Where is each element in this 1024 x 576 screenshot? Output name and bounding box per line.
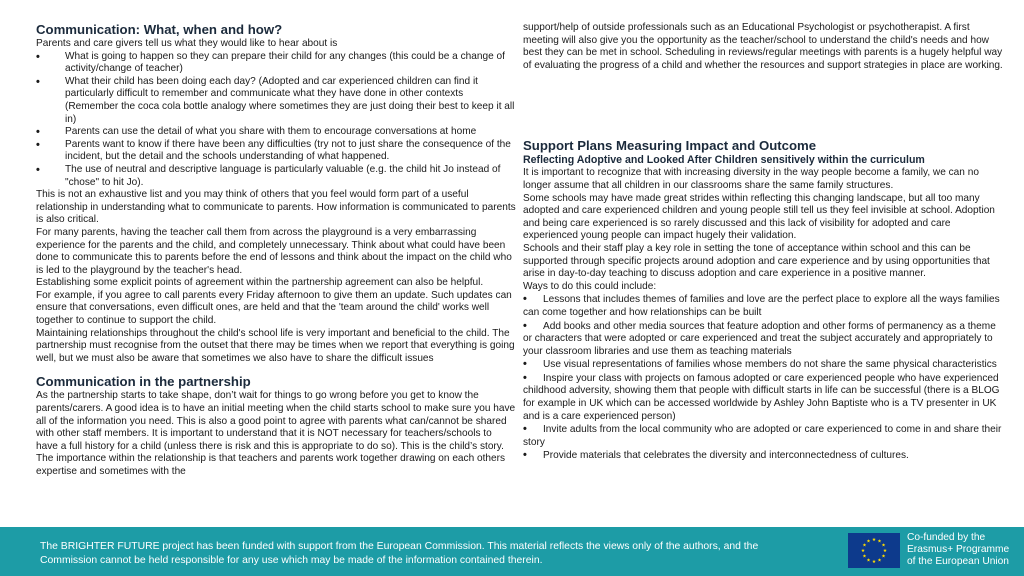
heading-communication-in-partnership: Communication in the partnership [36,374,251,390]
eu-line-1: Co-funded by the [907,532,986,543]
eu-star [882,543,886,546]
eu-star [872,538,876,541]
curriculum-ideas-list [523,293,1005,463]
paragraph: Ways to do this could include: [523,280,657,292]
list-item-text: Use visual representations of families whose members do not share the same physical characteristics [543,359,997,371]
heading-support-plans: Support Plans Measuring Impact and Outcome [523,138,817,154]
list-item-text: Invite adults from the local community who are adopted or care experienced to come in and share their story [523,424,1002,448]
list-item: • What their child has been doing each day? (Adopted and car experienced children can find it particularly difficult to remember and communicate what they have done in other contexts (Remember the coca cola bottle analogy where sometimes they are just doing their best to keep it all in) [36,76,516,126]
list-item: • The use of neutral and descriptive language is particularly valuable (e.g. the child hit Jo instead of "chose" to hit Jo). [36,164,516,189]
eu-star [882,554,886,557]
list-item: • Invite adults from the local community who are adopted or care experienced to come in and share their story [523,423,1002,448]
list-item: • Add books and other media sources that feature adoption and other forms of permanency as a theme or characters that were adopted or care experienced and treat the subject accurately and appropriately to your classroom libraries and use them as teaching materials [523,319,996,357]
paragraph: It is important to recognize that with increasing diversity in the way people become a family, we can no longer assume that all children in our classrooms share the same family structures. [523,167,979,191]
continuation-paragraph: support/help of outside professionals such as an Educational Psychologist or psychotherapist. A first meeting will also give you the opportunity as the teacher/school to understand the child's needs and how best they can be met in school. Scheduling in reviews/regular meetings with parents is a hugely helpful way of evaluating the progress of a child and whether the resources and support strategies in place are working. [523,22,1003,71]
paragraph: Some schools may have made great strides within reflecting this changing landscape, but all too many adopted and care experienced children and young people still tell us they feel invisible at school. Adoption and being care experienced is so rarely discussed and this lack of visibility for adopted and care experienced young people can impact hugely their validation. [523,192,995,242]
paragraph: Establishing some explicit points of agreement within the partnership agreement can also be helpful. [36,277,484,289]
eu-line-2: Erasmus+ Programme [907,544,1010,556]
list-item: • Parents can use the detail of what you share with them to encourage conversations at home [36,126,516,139]
partnership-paragraph: As the partnership starts to take shape, don’t wait for things to go wrong before you get to know the parents/carers. A good idea is to have an initial meeting when the child starts school to make sure you have all of the information you need. This is also a good point to agree with parents what can/cannot be shared with other staff members. It is important to understand that it is NOT necessary for teachers/schools to have a full history for a child (unless there is risk and this is appropriate to do so). This is the child’s story. The importance within the relationship is that teachers and parents work together drawing on each others expertise and sometimes with the [36,390,516,477]
eu-flag-stars [848,533,900,568]
list-item: • What is going to happen so they can prepare their child for any changes (this could be a change of activity/change of teacher) [36,51,516,76]
list-item-text: Add books and other media sources that feature adoption and other forms of permanency as a theme or characters that were adopted or care experienced and treat the subject accurately and appropriately to your classroom libraries and use them as teaching materials [523,320,996,357]
eu-star [863,543,867,546]
list-item-text: Lessons that includes themes of families and love are the perfect place to explore all the ways families can come together and how relationships can be built [523,294,1000,318]
subheading-reflecting-adoptive: Reflecting Adoptive and Looked After Children sensitively within the curriculum [523,154,925,167]
heading-communication-what-when-how: Communication: What, when and how? [36,22,283,37]
paragraph: This is not an exhaustive list and you may think of others that you feel would form part of a useful relationship in understanding what to communicate to parents. How information is communicated to parents is also critical. [36,189,516,226]
right-column [523,22,1005,463]
parent-wishes-list [36,51,516,190]
eu-line-3: of the European Union [907,556,1009,568]
intro-text: Parents and care givers tell us what they would like to hear about is [36,38,338,49]
paragraph: For example, if you agree to call parents every Friday afternoon to give them an update. Such updates can ensure that conversations, even difficult ones, are held and that the 'team around the child' works well together to continue to support the child. [36,289,512,327]
eu-star [883,549,887,552]
paragraph: Schools and their staff play a key role in setting the tone of acceptance within school and this can be supported through specific projects around adoption and care experience and by using opportunities that arise in day-to-day teaching to discuss adoption and care experience in a positive manner. [523,242,990,280]
eu-star [867,558,871,561]
paragraph: Maintaining relationships throughout the child's school life is very important and beneficial to the child. The partnership must recognise from the outset that there may be times when we report that everything is going well, but we must also be aware that sometimes we also have to share the difficult issues [36,327,515,364]
eu-star [878,539,882,542]
list-item-text: Provide materials that celebrates the diversity and interconnectedness of cultures. [543,450,909,462]
eu-star [863,554,867,557]
eu-star [861,549,865,552]
list-item: • Provide materials that celebrates the diversity and interconnectedness of cultures. [523,449,909,462]
eu-cofunded-label [907,532,1019,569]
eu-star [872,560,876,563]
list-item-text: Inspire your class with projects on famous adopted or care experienced people who have experienced childhood adversity, showing them that people with difficult starts in life can be successful (there is a BLOG for example in UK which can be accessed worldwide by Ashley John Baptiste who is a TV presenter in UK and is a care experienced person) [523,372,1000,422]
list-item: • Inspire your class with projects on famous adopted or care experienced people who have experienced childhood adversity, showing them that people with difficult starts in life can be successful (there is a BLOG for example in UK which can be accessed worldwide by Ashley John Baptiste who is a TV presenter in UK and is a care experienced person) [523,371,1000,422]
left-column [36,22,516,479]
eu-star [867,539,871,542]
list-item: • Use visual representations of families whose members do not share the same physical characteristics [523,358,997,371]
eu-star [878,558,882,561]
funding-disclaimer: The BRIGHTER FUTURE project has been funded with support from the European Commission. This material reflects the views only of the authors, and the Commission cannot be held responsible for any use which may be made of the information contained therein. [40,541,759,566]
list-item: • Lessons that includes themes of families and love are the perfect place to explore all the ways families can come together and how relationships can be built [523,293,1000,318]
list-item: • Parents want to know if there have been any difficulties (try not to just share the consequence of the incident, but the detail and the schools understanding of what happened. [36,139,516,164]
paragraph: For many parents, having the teacher call them from across the playground is a very embarrassing experience for the parents and the child, and completely unnecessary. Think about what could have been done to communicate this to parents before the end of lessons and think about the impact on the child who is led to the playground by the teacher's head. [36,226,512,276]
eu-flag-icon [848,533,900,568]
